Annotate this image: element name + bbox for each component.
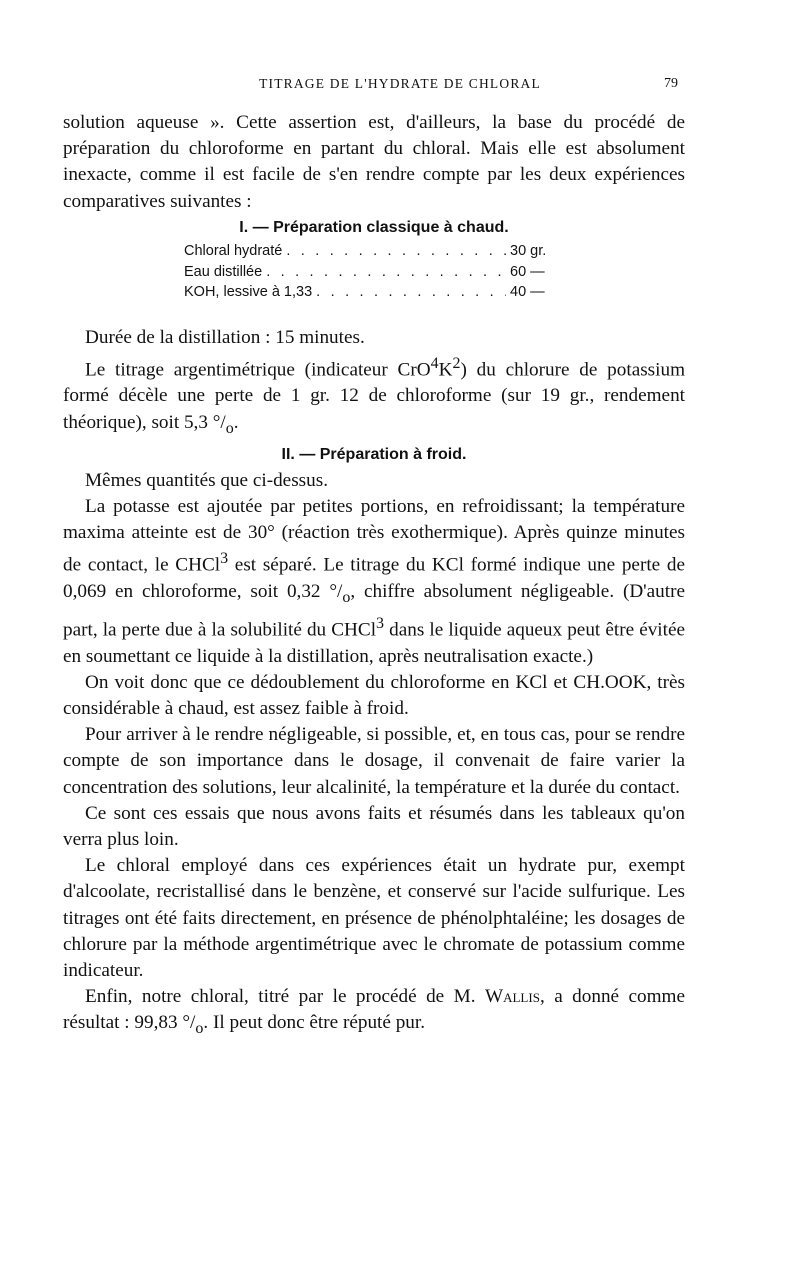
running-title: TITRAGE DE L'HYDRATE DE CHLORAL <box>259 76 541 91</box>
recipe-quantity: 30 gr. <box>510 243 547 260</box>
tests-paragraph: Ce sont ces essais que nous avons faits et résumés dans les tableaux qu'on verra plus loin. <box>63 802 685 850</box>
recipe-quantity: 60 — <box>510 263 545 280</box>
cleavage-paragraph: On voit donc que ce dédoublement du chloroforme en KCl et CH.OOK, très considérable à chaud, est assez faible à froid. <box>63 671 685 719</box>
section-heading-2: II. — Préparation à froid. <box>281 445 467 463</box>
negligible-paragraph: Pour arriver à le rendre négligeable, si possible, et, en tous cas, pour se rendre compte de son importance dans le dosage, il convenait de faire varier la concentration des solutions, leur alcalinité, la température et la durée du contact. <box>63 724 685 798</box>
titration-paragraph: Le titrage argentimétrique (indicateur $CrO^4K^2$) du chlorure de potassium formé décèle une perte de 1 gr. 12 de chloroforme (sur 19 gr., rendement théorique), soit 5,3 $^\circ/_o$. <box>63 354 685 437</box>
dot-leader <box>266 262 506 283</box>
recipe-quantity: 40 — <box>510 284 545 301</box>
author-name: Wallis <box>484 986 540 1008</box>
page-header <box>0 76 800 96</box>
recipe-ingredient: Chloral hydraté <box>184 243 283 260</box>
recipe-ingredient: KOH, lessive à 1,33 <box>184 284 313 301</box>
recipe-list <box>184 241 556 303</box>
body-text <box>63 110 685 1042</box>
chloral-used-paragraph: Le chloral employé dans ces expériences était un hydrate pur, exempt d'alcoolate, recristallisé dans le benzène, et conservé sur l'acide sulfurique. Les titrages ont été faits directement, en présence de phénolphtaléine; les dosages de chlorure par la méthode argentimétrique avec le chromate de potassium comme indicateur. <box>63 855 685 982</box>
duration-paragraph: Durée de la distillation : 15 minutes. <box>85 326 365 348</box>
dot-leader <box>316 282 506 303</box>
potash-paragraph: La potasse est ajoutée par petites portions, en refroidissant; la température maxima atteinte est de 30° (réaction très exothermique). Après quinze minutes de contact, le CHCl$^3$ est séparé. Le titrage du KCl formé indique une perte de 0,069 en chloroforme, soit 0,32 $^\circ/_o$, chiffre absolument négligeable. (D'autre part, la perte due à la solubilité du CHCl$^3$ dans le liquide aqueux peut être évitée en soumettant ce liquide à la distillation, après neutralisation exacte.) <box>63 495 686 667</box>
recipe-row <box>184 262 556 283</box>
recipe-ingredient: Eau distillée <box>184 263 263 280</box>
dot-leader <box>286 241 506 262</box>
result-paragraph: Enfin, notre chloral, titré par le procédé de M. Wallis, a donné comme résultat : 99,83 $^\circ/_o$. Il peut donc être réputé pur. <box>63 986 685 1038</box>
recipe-row <box>184 241 556 262</box>
section-heading-1: I. — Préparation classique à chaud. <box>239 218 509 236</box>
recipe-row <box>184 282 556 303</box>
intro-paragraph: solution aqueuse ». Cette assertion est, d'ailleurs, la base du procédé de préparation du chloroforme en partant du chloral. Mais elle est absolument inexacte, comme il est facile de s'en rendre compte par les deux expériences comparatives suivantes : <box>63 112 685 212</box>
same-quantities-paragraph: Mêmes quantités que ci-dessus. <box>85 469 328 491</box>
page-number: 79 <box>664 76 678 91</box>
